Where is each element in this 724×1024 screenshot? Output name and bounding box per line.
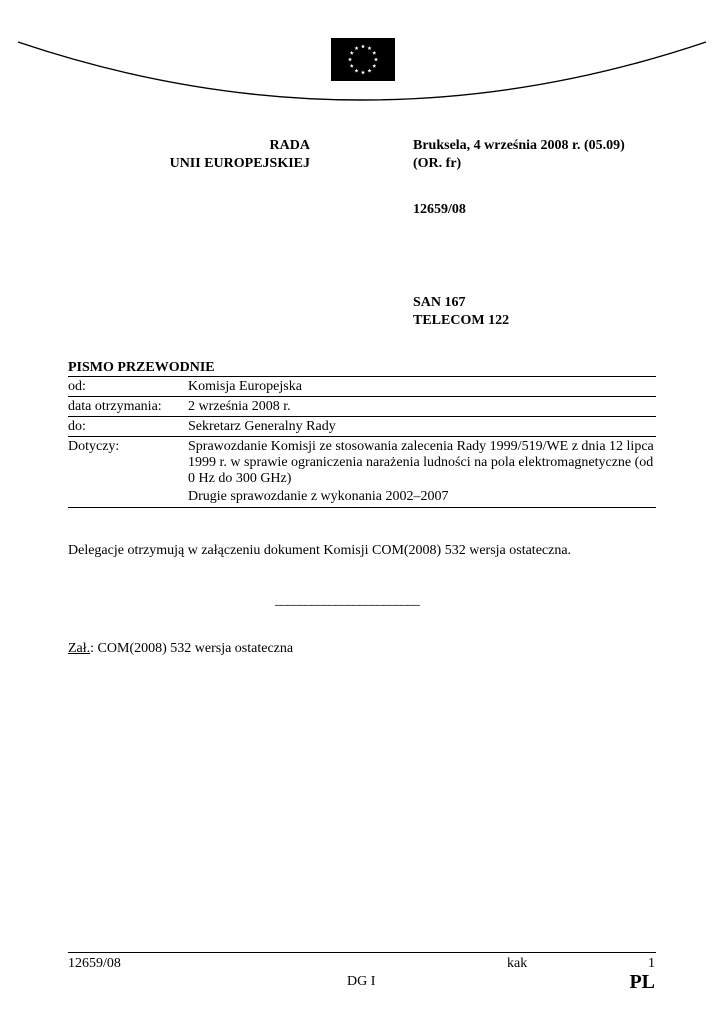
document-type: PISMO PRZEWODNIE [68, 360, 215, 375]
meta-label-from: od: [68, 377, 188, 397]
reference-number [413, 201, 466, 219]
meta-label-received: data otrzymania: [68, 397, 188, 417]
footer-page-number: 1 [648, 956, 655, 971]
code-san: SAN 167 [413, 295, 466, 310]
subject-extra: Drugie sprawozdanie z wykonania 2002–2007 [188, 489, 449, 504]
meta-row-to [68, 417, 656, 437]
separator-line: ________________________ [275, 593, 419, 608]
meta-value-received: 2 września 2008 r. [188, 397, 656, 417]
footer-reference: 12659/08 [68, 956, 121, 971]
meta-value-to: Sekretarz Generalny Rady [188, 417, 656, 437]
meta-label-subject: Dotyczy: [68, 439, 120, 454]
meta-row-from [68, 377, 656, 397]
meta-label-to: do: [68, 417, 188, 437]
code-telecom: TELECOM 122 [413, 313, 510, 328]
rule-bottom [68, 507, 656, 508]
footer-directorate: DG I [347, 974, 376, 989]
meta-table [68, 377, 656, 506]
original-language: (OR. fr) [413, 156, 462, 171]
meta-value-subject [188, 437, 656, 507]
eu-flag-icon [331, 38, 395, 81]
place-date: Bruksela, 4 września 2008 r. (05.09) [413, 138, 625, 153]
council-line-1: RADA [269, 138, 310, 153]
footer-rule [68, 952, 656, 953]
attachment-label: Zał. [68, 641, 91, 656]
meta-row-received [68, 397, 656, 417]
place-date-block [413, 137, 625, 173]
attachment-line [68, 640, 293, 658]
reference-number-text: 12659/08 [413, 202, 466, 217]
footer-language-code: PL [629, 971, 655, 993]
attachment-value: : COM(2008) 532 wersja ostateczna [90, 641, 294, 656]
meta-row-subject [68, 437, 656, 507]
subject-text: Sprawozdanie Komisji ze stosowania zalecenia Rady 1999/519/WE z dnia 12 lipca 1999 r. w sprawie ograniczenia narażenia ludności na pola elektromagnetyczne (od 0 Hz do 300 GHz) [188, 439, 654, 486]
meta-value-from: Komisja Europejska [188, 377, 656, 397]
classification-codes [413, 294, 509, 330]
body-text: Delegacje otrzymują w załączeniu dokument Komisji COM(2008) 532 wersja ostateczna. [68, 543, 572, 558]
council-name [150, 137, 310, 173]
council-line-2: UNII EUROPEJSKIEJ [169, 156, 310, 171]
footer-initials: kak [507, 956, 528, 971]
